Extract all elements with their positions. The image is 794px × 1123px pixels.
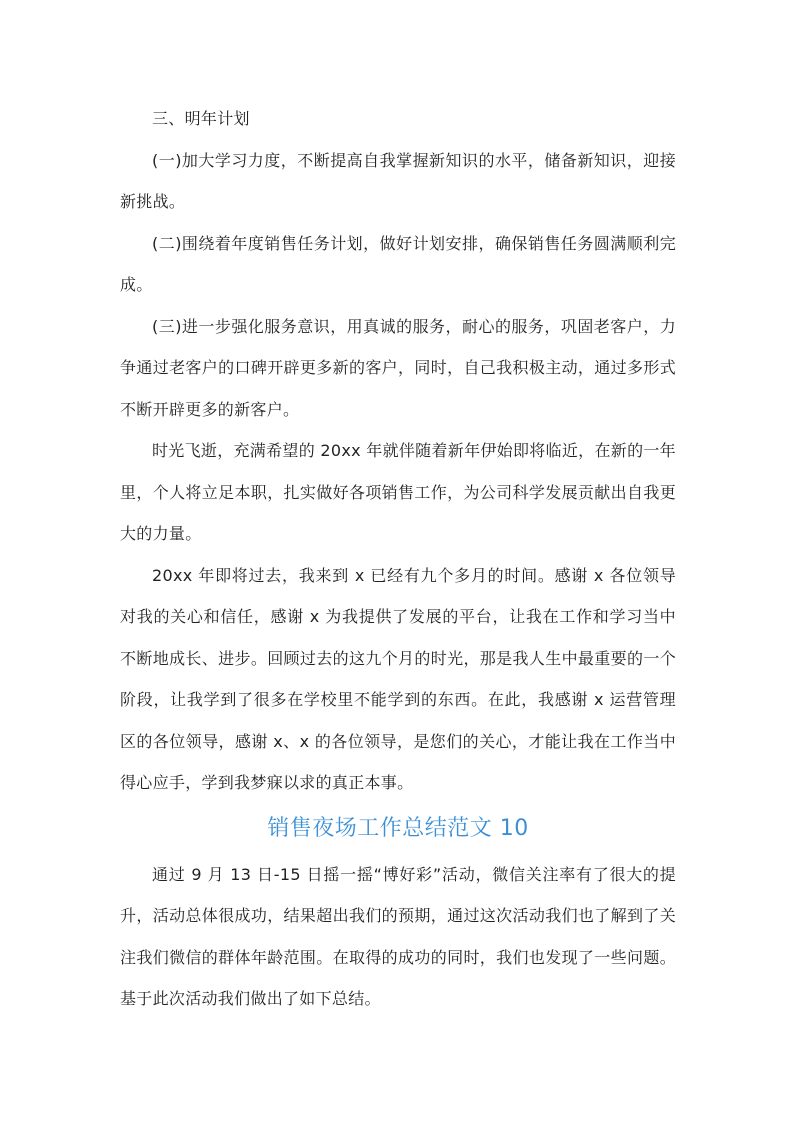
paragraph-thanks: 20xx 年即将过去，我来到 x 已经有九个多月的时间。感谢 x 各位领导对我的关心和信任，感谢 x 为我提供了发展的平台，让我在工作和学习当中不断地成长、进步。回顾过去的这九个月的时光，那是我人生中最重要的一个阶段，让我学到了很多在学校里不能学到的东西。在此，我感谢 x 运营管理区的各位领导，感谢 x、x 的各位领导，是您们的关心，才能让我在工作当中得心应手，学到我梦寐以求的真正本事。 <box>120 565 676 792</box>
paragraph-outlook: 时光飞逝，充满希望的 20xx 年就伴随着新年伊始即将临近，在新的一年里，个人将立足本职，扎实做好各项销售工作，为公司科学发展贡献出自我更大的力量。 <box>120 441 676 543</box>
paragraph-activity-summary: 通过 9 月 13 日-15 日摇一摇“博好彩”活动，微信关注率有了很大的提升，活动总体很成功，结果超出我们的预期，通过这次活动我们也了解到了关注我们微信的群体年龄范围。在取得的成功的同时，我们也发现了一些问题。基于此次活动我们做出了如下总结。 <box>120 864 676 1008</box>
section-title: 销售夜场工作总结范文 10 <box>267 815 529 841</box>
paragraph-plan-item-3: (三)进一步强化服务意识，用真诚的服务，耐心的服务，巩固老客户，力争通过老客户的口碑开辟更多新的客户，同时，自己我积极主动，通过多形式不断开辟更多的新客户。 <box>120 316 676 419</box>
paragraph-plan-item-1: (一)加大学习力度，不断提高自我掌握新知识的水平，储备新知识，迎接新挑战。 <box>120 150 676 211</box>
document-page <box>120 98 676 1020</box>
paragraph-plan-item-2: (二)围绕着年度销售任务计划，做好计划安排，确保销售任务圆满顺利完成。 <box>120 233 676 294</box>
paragraph-plan-heading: 三、明年计划 <box>152 109 250 128</box>
